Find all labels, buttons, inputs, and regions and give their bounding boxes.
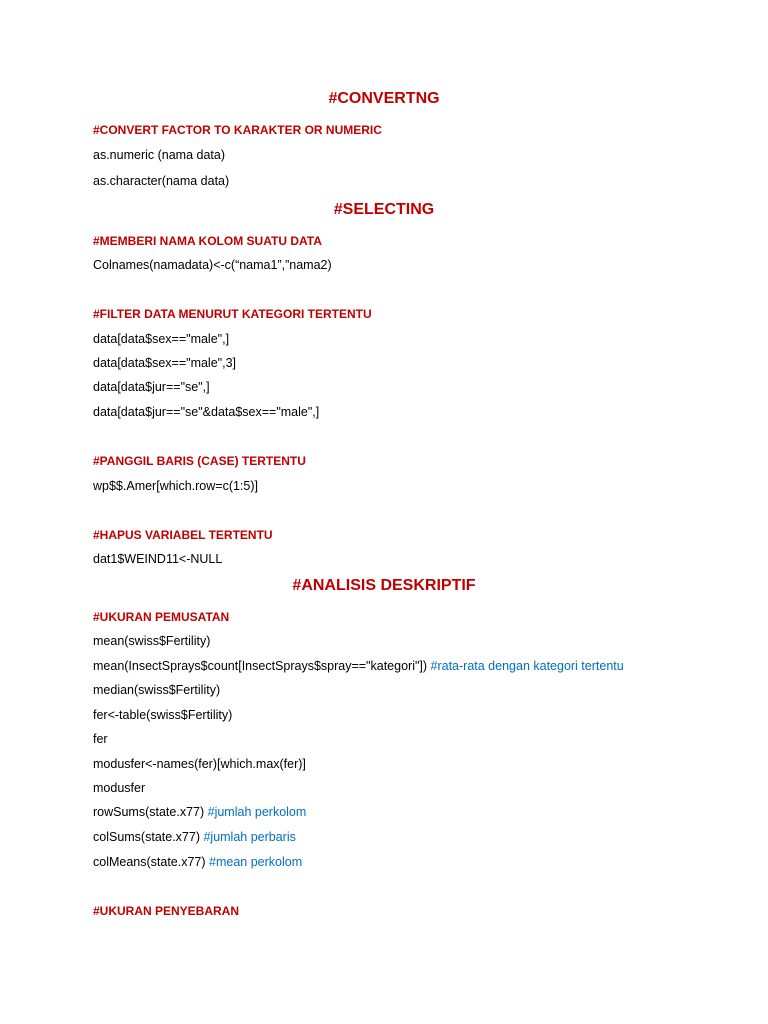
subheading-filter-data: #FILTER DATA MENURUT KATEGORI TERTENTU [93, 307, 372, 321]
code-line [93, 756, 306, 772]
code-line [93, 780, 145, 796]
code-line [93, 804, 306, 820]
code-text: mean(swiss$Fertility) [93, 634, 211, 648]
code-comment: #rata-rata dengan kategori tertentu [430, 659, 624, 673]
code-comment: #jumlah perkolom [207, 805, 307, 819]
subheading-memberi-nama-kolom: #MEMBERI NAMA KOLOM SUATU DATA [93, 234, 322, 248]
code-line [93, 707, 232, 723]
code-line: data[data$sex=="male",] [93, 332, 230, 346]
code-line: dat1$WEIND11<-NULL [93, 552, 223, 566]
code-text: modusfer<-names(fer)[which.max(fer)] [93, 757, 306, 771]
code-line [93, 633, 210, 649]
code-text: median(swiss$Fertility) [93, 683, 221, 697]
code-text: colMeans(state.x77) [93, 855, 210, 869]
code-line: data[data$sex=="male",3] [93, 356, 236, 370]
code-comment: #mean perkolom [209, 855, 303, 869]
heading-converting: #CONVERTNG [328, 90, 440, 107]
subheading-ukuran-pemusatan: #UKURAN PEMUSATAN [93, 610, 230, 624]
code-text: mean(InsectSprays$count[InsectSprays$spray=="kategori"]) [93, 659, 431, 673]
subheading-convert-factor: #CONVERT FACTOR TO KARAKTER OR NUMERIC [93, 123, 382, 137]
code-line: wp$$.Amer[which.row=c(1:5)] [93, 479, 258, 493]
code-text: rowSums(state.x77) [93, 805, 208, 819]
subheading-ukuran-penyebaran: #UKURAN PENYEBARAN [93, 904, 240, 918]
code-text: fer<-table(swiss$Fertility) [93, 708, 233, 722]
code-comment: #jumlah perbaris [203, 830, 296, 844]
code-line [93, 682, 220, 698]
subheading-hapus-variabel: #HAPUS VARIABEL TERTENTU [93, 528, 273, 542]
code-line: data[data$jur=="se"&data$sex=="male",] [93, 405, 320, 419]
code-line: data[data$jur=="se",] [93, 380, 210, 394]
code-text: colSums(state.x77) [93, 830, 204, 844]
code-line: as.numeric (nama data) [93, 148, 226, 162]
code-text: modusfer [93, 781, 146, 795]
code-text: fer [93, 732, 108, 746]
code-line [93, 731, 108, 747]
heading-analisis-deskriptif: #ANALISIS DESKRIPTIF [292, 577, 476, 594]
code-line [93, 829, 296, 845]
code-line [93, 658, 624, 674]
code-line: Colnames(namadata)<-c(“nama1”,”nama2) [93, 258, 332, 272]
subheading-panggil-baris: #PANGGIL BARIS (CASE) TERTENTU [93, 454, 306, 468]
code-line: as.character(nama data) [93, 174, 230, 188]
code-line [93, 854, 302, 870]
heading-selecting: #SELECTING [333, 201, 435, 218]
